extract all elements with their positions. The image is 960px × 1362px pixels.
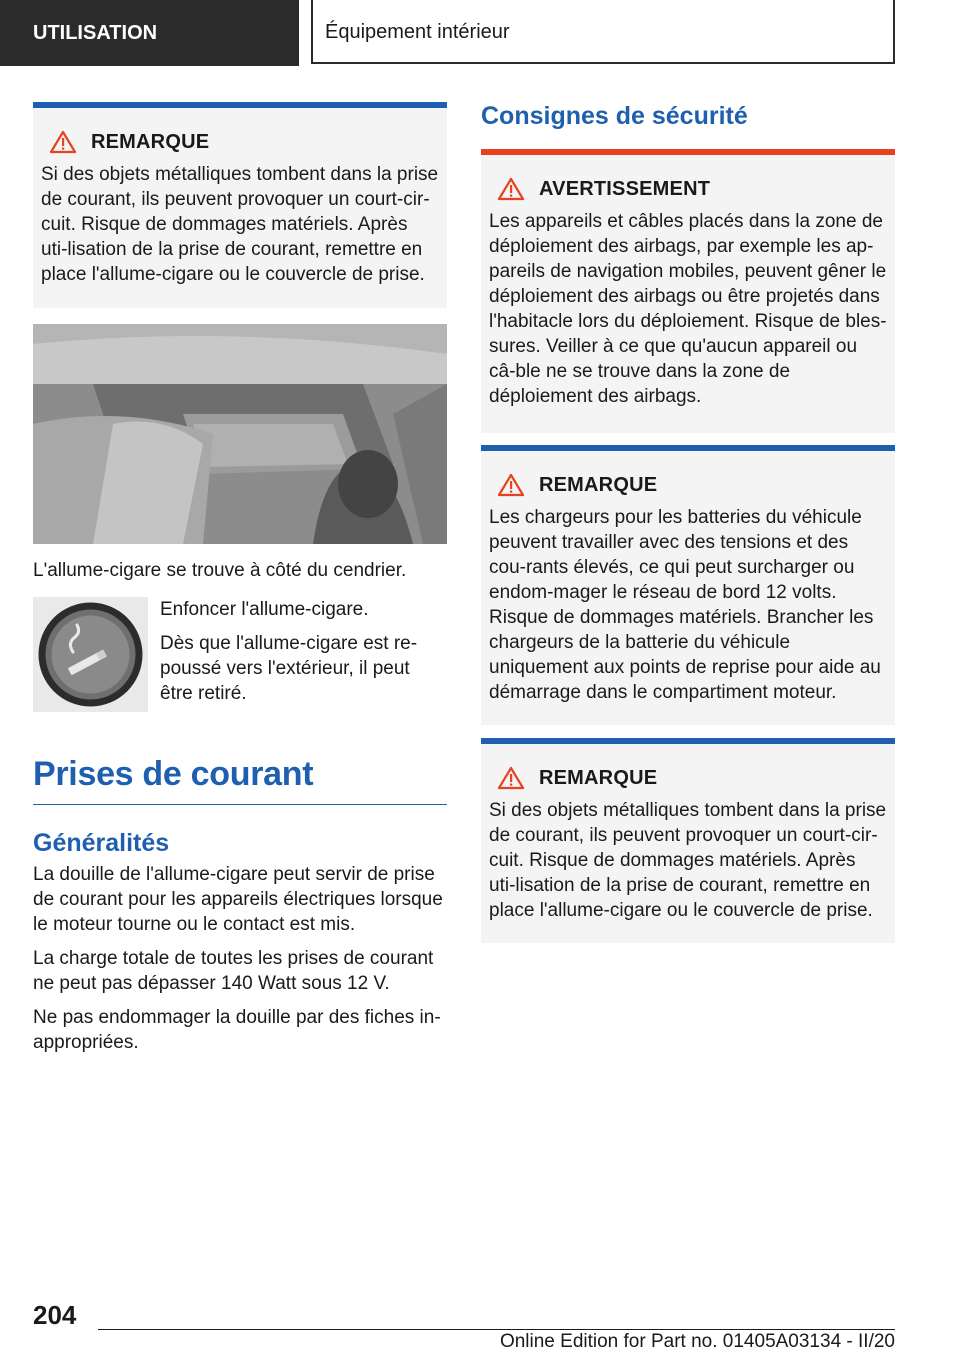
warning-title: AVERTISSEMENT [539,177,711,200]
page-header [0,0,960,66]
warning-icon [49,130,77,154]
chapter-title: Équipement intérieur [311,0,895,64]
left-column [33,102,447,1064]
safety-heading: Consignes de sécurité [481,102,895,155]
cigarette-lighter-icon [33,597,148,712]
console-photo [33,324,447,544]
lighter-instruction [33,597,447,715]
note-title: REMARQUE [539,473,658,496]
warning-icon [497,473,525,497]
photo-caption: L'allume-cigare se trouve à côté du cendrier. [33,560,407,581]
step-1: Enfoncer l'allume-cigare. [160,599,369,620]
warning-text: Les appareils et câbles placés dans la zone de déploiement des airbags, par exemple les ap-pareils de navigation mobiles, peuvent gêner le déploiement des airbags ou être projetés dans l'habitacle lors du déploiement. Risque de bles-sures. Veiller à ce que qu'aucun appareil ou câ-ble ne se trouve dans la zone de déploiement des airbags. [489,211,887,407]
note-text: Les chargeurs pour les batteries du véhicule peuvent travailler avec des tensions et des cou-rants élevés, ce qui peut surcharger ou endom-mager le réseau de bord 12 volts. Risque de dommages matériels. Brancher les chargeurs de la batterie du véhicule uniquement aux points de reprise pour aide au démarrage dans le compartiment moteur. [489,507,881,703]
page-number: 204 [33,1300,77,1330]
section-tab: UTILISATION [0,0,299,66]
note-title: REMARQUE [539,766,658,789]
paragraph-1: La douille de l'allume-cigare peut servir de prise de courant pour les appareils électriques lorsque le moteur tourne ou le contact est mis. [33,864,443,935]
footer-rule [98,1329,895,1330]
note-title: REMARQUE [91,130,210,153]
right-column [481,102,895,943]
subsection-heading: Généralités [33,829,170,857]
note-text: Si des objets métalliques tombent dans la prise de courant, ils peuvent provoquer un court-cir-cuit. Risque de dommages matériels. Après uti-lisation de la prise de courant, remettre en place l'allume-cigare ou le couvercle de prise. [41,164,439,285]
note-text: Si des objets métalliques tombent dans la prise de courant, ils peuvent provoquer un court-cir-cuit. Risque de dommages matériels. Après uti-lisation de la prise de courant, remettre en place l'allume-cigare ou le couvercle de prise. [489,800,887,921]
warning-box [481,155,895,433]
warning-icon [497,766,525,790]
note-box-3 [481,738,895,943]
section-heading: Prises de courant [33,755,447,805]
note-box-2 [481,445,895,725]
paragraph-3: Ne pas endommager la douille par des fiches in-appropriées. [33,1007,441,1053]
warning-icon [497,177,525,201]
paragraph-2: La charge totale de toutes les prises de courant ne peut pas dépasser 140 Watt sous 12 V. [33,948,434,994]
step-2: Dès que l'allume-cigare est re-poussé vers l'extérieur, il peut être retiré. [160,633,418,704]
edition-text: Online Edition for Part no. 01405A03134 - II/20 [499,1331,895,1352]
note-box-1 [33,102,447,308]
